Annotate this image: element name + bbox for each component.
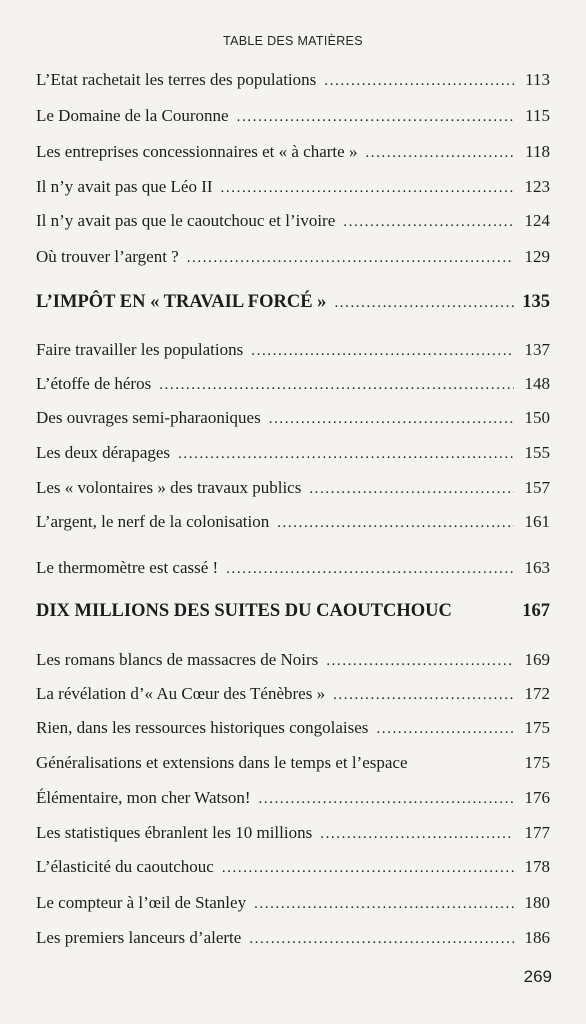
- toc-entry-title: Les « volontaires » des travaux publics: [36, 478, 302, 497]
- toc-entry: [36, 558, 550, 578]
- toc-entry-page: 176: [524, 788, 550, 807]
- toc-entry-title: Généralisations et extensions dans le temps et l’espace: [36, 753, 408, 772]
- toc-entry-page: 163: [524, 558, 550, 577]
- leader-dots: [251, 343, 514, 360]
- leader-dots: [320, 826, 514, 843]
- leader-dots: [343, 214, 514, 231]
- toc-entry-title: Faire travailler les populations: [36, 340, 244, 359]
- toc-entry: [36, 478, 550, 498]
- leader-dots: [376, 721, 514, 738]
- toc-entry-title: Où trouver l’argent ?: [36, 247, 179, 266]
- toc-entry-page: 118: [525, 142, 550, 161]
- toc-entry: [36, 684, 550, 704]
- toc-entry-page: 123: [524, 177, 550, 196]
- toc-entry-page: 150: [524, 408, 550, 427]
- toc-entry-page: 180: [524, 893, 550, 912]
- toc-entry-page: 177: [524, 823, 550, 842]
- toc-entry: [36, 408, 550, 428]
- toc-entry-page: 186: [524, 928, 550, 947]
- leader-dots: [365, 145, 514, 162]
- toc-entry: [36, 788, 550, 808]
- leader-dots: [178, 446, 514, 463]
- toc-entry: [36, 177, 550, 197]
- leader-dots: [159, 377, 514, 394]
- toc-entry-page: 169: [524, 650, 550, 669]
- toc-entry-page: 113: [525, 70, 550, 89]
- toc-entry: [36, 106, 550, 126]
- page-number: 269: [523, 967, 552, 986]
- toc-entry-page: 161: [524, 512, 550, 531]
- leader-dots: [259, 791, 514, 808]
- toc-entry-page: 175: [524, 753, 550, 772]
- leader-dots: [226, 561, 514, 578]
- toc-entry: [36, 512, 550, 532]
- leader-dots: [333, 687, 514, 704]
- toc-entry-page: 115: [525, 106, 550, 125]
- toc-entry: [36, 247, 550, 267]
- toc-entry: [36, 443, 550, 463]
- toc-entry-page: 175: [524, 718, 550, 737]
- toc-entry-page: 129: [524, 247, 550, 266]
- toc-entry: [36, 374, 550, 394]
- toc-entry-title: Le thermomètre est cassé !: [36, 558, 219, 577]
- toc-entry: [36, 928, 550, 948]
- toc-entry-title: L’argent, le nerf de la colonisation: [36, 512, 270, 531]
- toc-entry: [36, 753, 550, 773]
- toc-entry: [36, 70, 550, 90]
- toc-entry-title: L’Etat rachetait les terres des populations: [36, 70, 317, 89]
- toc-entry: [36, 823, 550, 843]
- leader-dots: [221, 180, 514, 197]
- toc-entry: [36, 142, 550, 162]
- toc-entry-title: Les romans blancs de massacres de Noirs: [36, 650, 319, 669]
- toc-entry-title: Il n’y avait pas que Léo II: [36, 177, 213, 196]
- leader-dots: [222, 860, 514, 877]
- toc-entry-title: Les deux dérapages: [36, 443, 171, 462]
- leader-dots: [249, 931, 514, 948]
- toc-entry-page: 178: [524, 857, 550, 876]
- toc-entry-page: 137: [524, 340, 550, 359]
- leader-dots: [237, 109, 514, 126]
- toc-entry-title: Rien, dans les ressources historiques congolaises: [36, 718, 369, 737]
- leader-dots: [324, 73, 514, 90]
- leader-dots: [254, 896, 514, 913]
- toc-entry-title: Il n’y avait pas que le caoutchouc et l’ivoire: [36, 211, 336, 230]
- toc-section-title: DIX MILLIONS DES SUITES DU CAOUTCHOUC: [36, 601, 452, 621]
- leader-dots: [269, 411, 514, 428]
- leader-dots: [334, 295, 514, 312]
- toc-entry-title: Élémentaire, mon cher Watson!: [36, 788, 251, 807]
- toc-entry: [36, 893, 550, 913]
- toc-entry-page: 172: [524, 684, 550, 703]
- toc-entry: [36, 650, 550, 670]
- toc-entry: [36, 340, 550, 360]
- toc-entry-title: Les premiers lanceurs d’alerte: [36, 928, 242, 947]
- toc-entry-title: L’élasticité du caoutchouc: [36, 857, 214, 876]
- toc-section-heading: [36, 601, 550, 622]
- toc-section-page: 167: [522, 601, 550, 621]
- leader-dots: [309, 481, 514, 498]
- toc-section-title: L’IMPÔT EN « TRAVAIL FORCÉ »: [36, 292, 327, 312]
- toc-entry: [36, 211, 550, 231]
- toc-entry-title: L’étoffe de héros: [36, 374, 152, 393]
- toc-entry: [36, 718, 550, 738]
- running-header: TABLE DES MATIÈRES: [223, 34, 363, 48]
- toc-entry-page: 148: [524, 374, 550, 393]
- toc-entry-page: 124: [524, 211, 550, 230]
- toc-entry-title: Le Domaine de la Couronne: [36, 106, 229, 125]
- toc-entry-page: 157: [524, 478, 550, 497]
- toc-entry-page: 155: [524, 443, 550, 462]
- leader-dots: [277, 515, 514, 532]
- leader-dots: [326, 653, 514, 670]
- toc-entry: [36, 857, 550, 877]
- leader-dots: [187, 250, 514, 267]
- toc-entry-title: Le compteur à l’œil de Stanley: [36, 893, 247, 912]
- toc-entry-title: Les statistiques ébranlent les 10 millions: [36, 823, 313, 842]
- toc-section-heading: [36, 292, 550, 313]
- toc-entry-title: Des ouvrages semi-pharaoniques: [36, 408, 261, 427]
- toc-section-page: 135: [522, 292, 550, 312]
- toc-entry-title: La révélation d’« Au Cœur des Ténèbres »: [36, 684, 326, 703]
- toc-entry-title: Les entreprises concessionnaires et « à charte »: [36, 142, 358, 161]
